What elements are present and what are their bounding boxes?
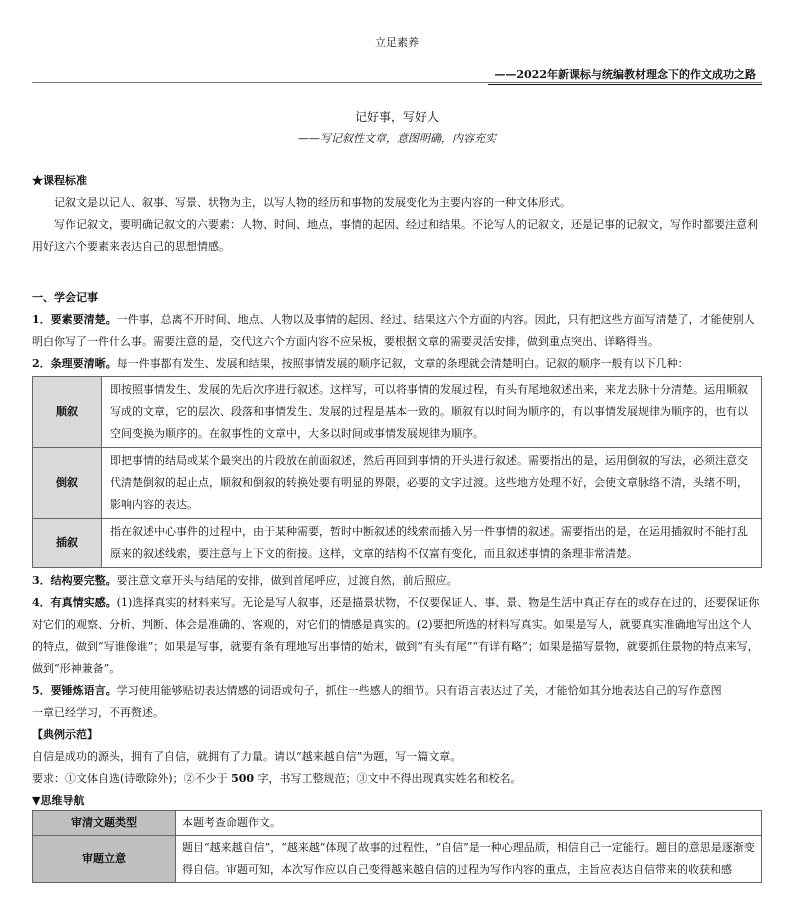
mind-row-desc: 本题考查命题作文。 <box>176 811 762 836</box>
section-items-3-5 <box>32 570 762 812</box>
standard-section <box>32 170 762 258</box>
essay-subtitle: ——写记叙性文章，意图明确，内容充实 <box>298 132 496 145</box>
item-4 <box>32 592 762 680</box>
table-row <box>33 811 762 836</box>
header-divider <box>32 82 762 83</box>
item-2-text: 每一件事都有发生、发展和结果，按照事情发展的顺序记叙，文章的条理就会清楚明白。记叙的顺序一般有以下几种： <box>116 357 689 370</box>
item-1 <box>32 309 762 353</box>
page-title: 立足素养 <box>375 36 419 49</box>
mind-nav-heading: ▼思维导航 <box>32 794 85 807</box>
table-row <box>33 519 762 568</box>
requirements-label: 要求： <box>32 772 65 785</box>
mind-navigation-table <box>32 810 762 883</box>
item-4-text: (1)选择真实的材料来写。无论是写人叙事，还是描景状物，不仅要保证人、事、景、物是生活中真正存在的或存在过的，还要保证你对它们的观察、分析、判断、体会是准确的、客观的，对它们的情感是真实的。(2)要把所选的材料写真实。如果是写人，就要真实准确地写出这个人的特点，做到“写谁像谁”；如果是写事，就要有条有理地写出事情的始末，做到“有头有尾”“有详有略”；如果是描写景物，就要抓住景物的特点来写，做到“形神兼备”。 <box>32 596 760 675</box>
example-heading: 【典例示范】 <box>32 728 98 741</box>
item-5-text: 学习使用能够贴切表达情感的词语或句子，抓住一些感人的细节。只有语言表达过了关，才能恰如其分地表达自己的写作意图 <box>116 684 722 697</box>
item-2-title: 2．条理要清晰。 <box>32 357 117 370</box>
standard-paragraph-1: 记叙文是以记人、叙事、写景、状物为主，以写人物的经历和事物的发展变化为主要内容的一种文体形式。 <box>54 196 571 209</box>
item-1-text: 一件事，总离不开时间、地点、人物以及事情的起因、经过、结果这六个方面的内容。因此，只有把这些方面写清楚了，才能使别人明白你写了一件什么事。需要注意的是，交代这六个方面内容不应呆板，要根据文章的需要灵活安排，做到重点突出、详略得当。 <box>32 313 755 348</box>
standard-heading: ★课程标准 <box>32 174 87 187</box>
order-desc: 即按照事情发生、发展的先后次序进行叙述。这样写，可以将事情的发展过程，有头有尾地叙述出来，来龙去脉十分清楚。运用顺叙写成的文章，它的层次、段落和事情发生、发展的过程是基本一致的。顺叙有以时间为顺序的，有以事情发展规律为顺序的，也有以空间变换为顺序的。在叙事性的文章中，大多以时间或事情发展规律为顺序。 <box>102 377 762 448</box>
order-label: 倒叙 <box>33 448 102 519</box>
item-4-title: 4．有真情实感。 <box>32 596 117 609</box>
item-2 <box>32 353 762 375</box>
item-3-text: 要注意文章开头与结尾的安排，做到首尾呼应，过渡自然，前后照应。 <box>116 574 458 587</box>
order-desc: 即把事情的结局或某个最突出的片段放在前面叙述，然后再回到事情的开头进行叙述。需要指出的是，运用倒叙的写法，必须注意交代清楚倒叙的起止点，顺叙和倒叙的转换处要有明显的界限，必要的文字过渡。这些地方处理不好，会使文章脉络不清，头绪不明，影响内容的表达。 <box>102 448 762 519</box>
order-label: 插叙 <box>33 519 102 568</box>
requirements-word-count: 500 <box>231 772 255 785</box>
section-heading: 一、学会记事 <box>32 291 98 304</box>
mind-row-label: 审题立意 <box>33 836 176 883</box>
item-5-title: 5．要锤炼语言。 <box>32 684 117 697</box>
table-row <box>33 448 762 519</box>
table-row <box>33 377 762 448</box>
example-prompt: 自信是成功的源头，拥有了自信，就拥有了力量。请以“越来越自信”为题，写一篇文章。 <box>32 750 462 763</box>
item-3 <box>32 570 762 592</box>
order-label: 顺叙 <box>33 377 102 448</box>
page-subtitle: ——2022年新课标与统编教材理念下的作文成功之路 <box>488 64 762 85</box>
example-requirements <box>32 768 762 790</box>
item-5-continued: 一章已经学习，不再赘述。 <box>32 706 164 719</box>
requirements-text: ①文体自选(诗歌除外)；②不少于 <box>65 772 228 785</box>
mind-row-label: 审清文题类型 <box>33 811 176 836</box>
mind-row-desc: 题目“越来越自信”，“越来越”体现了故事的过程性，“自信”是一种心理品质，相信自己一定能行。题目的意思是逐渐变得自信。审题可知，本次写作应以自己变得越来越自信的过程为写作内容的重点，主旨应表达自信带来的收获和感 <box>176 836 762 883</box>
item-1-title: 1．要素要清楚。 <box>32 313 117 326</box>
narrative-order-table <box>32 376 762 568</box>
item-3-title: 3．结构要完整。 <box>32 574 117 587</box>
essay-title: 记好事，写好人 <box>354 110 439 124</box>
requirements-tail: 字，书写工整规范；③文中不得出现真实姓名和校名。 <box>257 772 522 785</box>
standard-paragraph-2: 写作记叙文，要明确记叙文的六要素：人物、时间、地点，事情的起因、经过和结果。不论写人的记叙文，还是记事的记叙文，写作时都要注意利用好这六个要素来表达自己的思想情感。 <box>32 218 758 253</box>
table-row <box>33 836 762 883</box>
order-desc: 指在叙述中心事件的过程中，由于某种需要，暂时中断叙述的线索而插入另一件事情的叙述。需要指出的是，在运用插叙时不能打乱原来的叙述线索，要注意与上下文的衔接。这样，文章的结构不仅富有变化，而且叙述事情的条理非常清楚。 <box>102 519 762 568</box>
section-record-events <box>32 287 762 375</box>
item-5 <box>32 680 762 702</box>
